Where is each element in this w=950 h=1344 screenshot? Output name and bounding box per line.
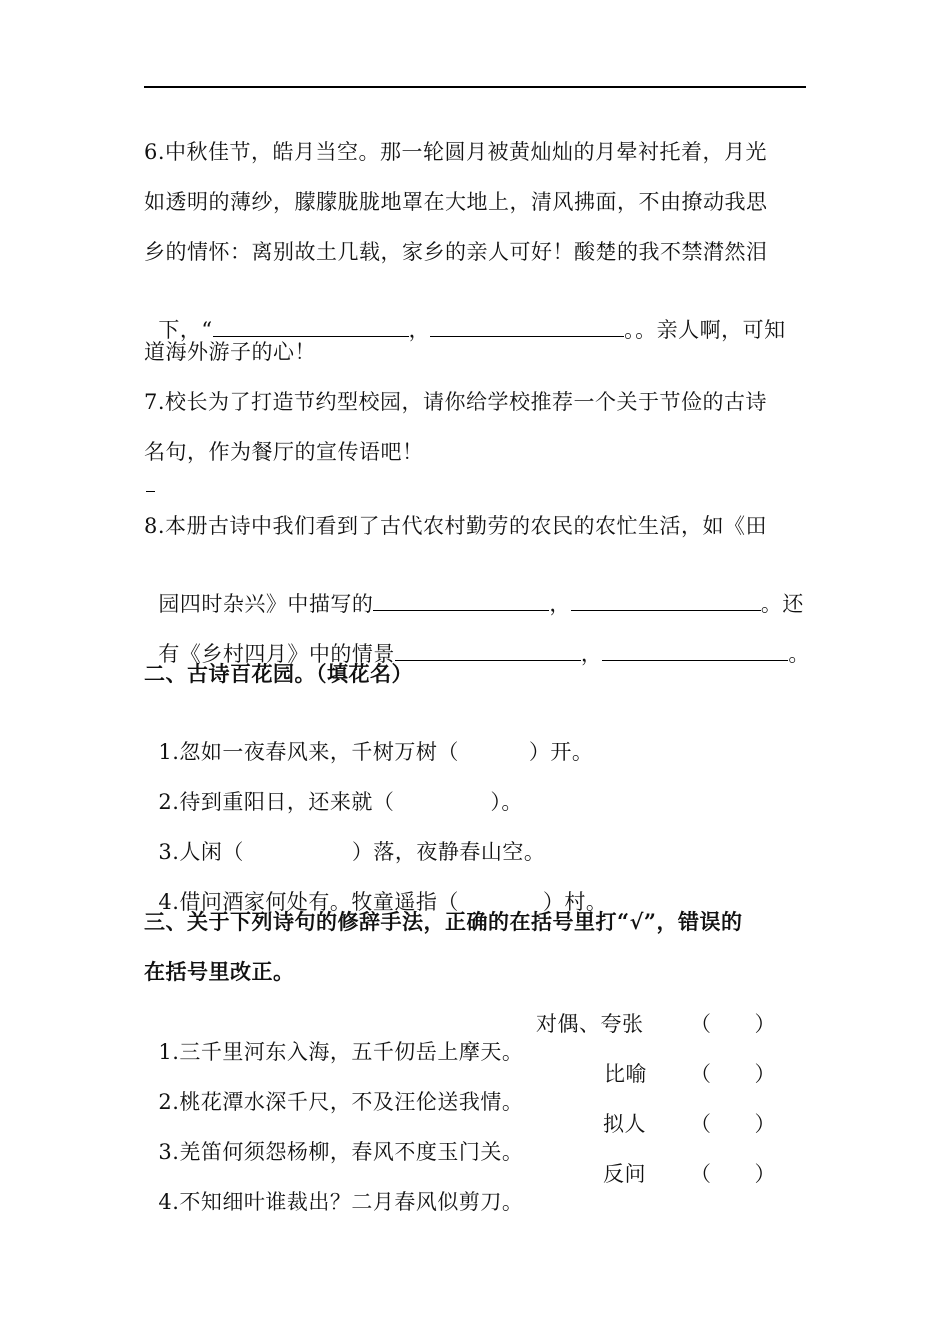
q6-line-2: 如透明的薄纱，朦朦胧胧地罩在大地上，清风拂面，不由撩动我思 bbox=[144, 190, 768, 214]
q6-answer-blank-2[interactable] bbox=[430, 316, 624, 337]
judgement-parens-2[interactable]: （ ） bbox=[690, 1062, 777, 1086]
section-2-title: 二、古诗百花园。（填花名） bbox=[144, 661, 413, 686]
item-text-before: 4.借问酒家何处有。牧童遥指（ bbox=[158, 890, 459, 914]
section-2-item-2 bbox=[144, 760, 808, 816]
section-3-title-line-1: 三、关于下列诗句的修辞手法，正确的在括号里打“√”，错误的 bbox=[144, 909, 743, 934]
q7-answer-blank[interactable] bbox=[146, 491, 155, 492]
rhetoric-device: 对偶、夸张 bbox=[536, 1012, 644, 1036]
q8-line-3-comma: ， bbox=[580, 642, 603, 666]
q6-line-4-end: 。。亲人啊，可知 bbox=[624, 318, 786, 342]
q7-line-2: 名句，作为餐厅的宣传语吧！ bbox=[144, 440, 424, 464]
q8-line-2-start: 园四时杂兴》中描写的 bbox=[158, 592, 374, 616]
q8-line-3-end: 。 bbox=[788, 642, 810, 666]
q8-line-1: 8.本册古诗中我们看到了古代农村勤劳的农民的农忙生活，如《田 bbox=[144, 514, 768, 538]
item-text-after: ）落，夜静春山空。 bbox=[351, 840, 546, 864]
poem-line: 2.桃花潭水深千尺，不及汪伦送我情。 bbox=[158, 1090, 524, 1114]
q8-line-3-start: 有《乡村四月》中的情景 bbox=[158, 642, 395, 666]
q6-line-1: 6.中秋佳节，皓月当空。那一轮圆月被黄灿灿的月晕衬托着，月光 bbox=[144, 140, 768, 164]
item-text-after: ）村。 bbox=[542, 890, 608, 914]
rhetoric-device: 拟人 bbox=[603, 1112, 646, 1136]
rhetoric-device: 反问 bbox=[603, 1162, 646, 1186]
poem-line: 3.羌笛何须怨杨柳，春风不度玉门关。 bbox=[158, 1140, 524, 1164]
q6-line-4 bbox=[144, 288, 808, 344]
item-text-before: 2.待到重阳日，还来就（ bbox=[158, 790, 395, 814]
judgement-parens-1[interactable]: （ ） bbox=[690, 1012, 777, 1036]
poem-line: 1.三千里河东入海，五千仞岳上摩天。 bbox=[158, 1040, 524, 1064]
item-text-before: 3.人闲（ bbox=[158, 840, 244, 864]
item-text-before: 1.忽如一夜春风来，千树万树（ bbox=[158, 740, 459, 764]
q8-answer-blank-2[interactable] bbox=[571, 590, 761, 611]
q6-line-4-comma: ， bbox=[408, 318, 431, 342]
header-rule bbox=[144, 86, 806, 88]
q8-line-2 bbox=[144, 562, 808, 618]
item-text-after: ）。 bbox=[490, 790, 523, 814]
q6-answer-blank-1[interactable] bbox=[213, 316, 409, 337]
q6-line-5: 道海外游子的心！ bbox=[144, 340, 316, 364]
item-text-after: ）开。 bbox=[528, 740, 594, 764]
q7-line-1: 7.校长为了打造节约型校园，请你给学校推荐一个关于节俭的古诗 bbox=[144, 390, 768, 414]
judgement-parens-3[interactable]: （ ） bbox=[690, 1112, 777, 1136]
rhetoric-device: 比喻 bbox=[604, 1062, 647, 1086]
q8-line-2-end: 。还 bbox=[760, 592, 804, 616]
q8-answer-blank-3[interactable] bbox=[395, 640, 581, 661]
judgement-parens-4[interactable]: （ ） bbox=[690, 1162, 777, 1186]
section-3-title-line-2: 在括号里改正。 bbox=[144, 959, 295, 984]
q8-line-2-comma: ， bbox=[549, 592, 571, 616]
q8-answer-blank-4[interactable] bbox=[602, 640, 788, 661]
poem-line: 4.不知细叶谁裁出？二月春风似剪刀。 bbox=[158, 1190, 524, 1214]
q6-line-4-start: 下，“ bbox=[158, 318, 213, 342]
section-2-item-3 bbox=[144, 810, 808, 866]
q6-line-3: 乡的情怀：离别故土几载，家乡的亲人可好！酸楚的我不禁潸然泪 bbox=[144, 240, 768, 264]
q8-answer-blank-1[interactable] bbox=[373, 590, 549, 611]
section-2-item-1 bbox=[144, 710, 808, 766]
